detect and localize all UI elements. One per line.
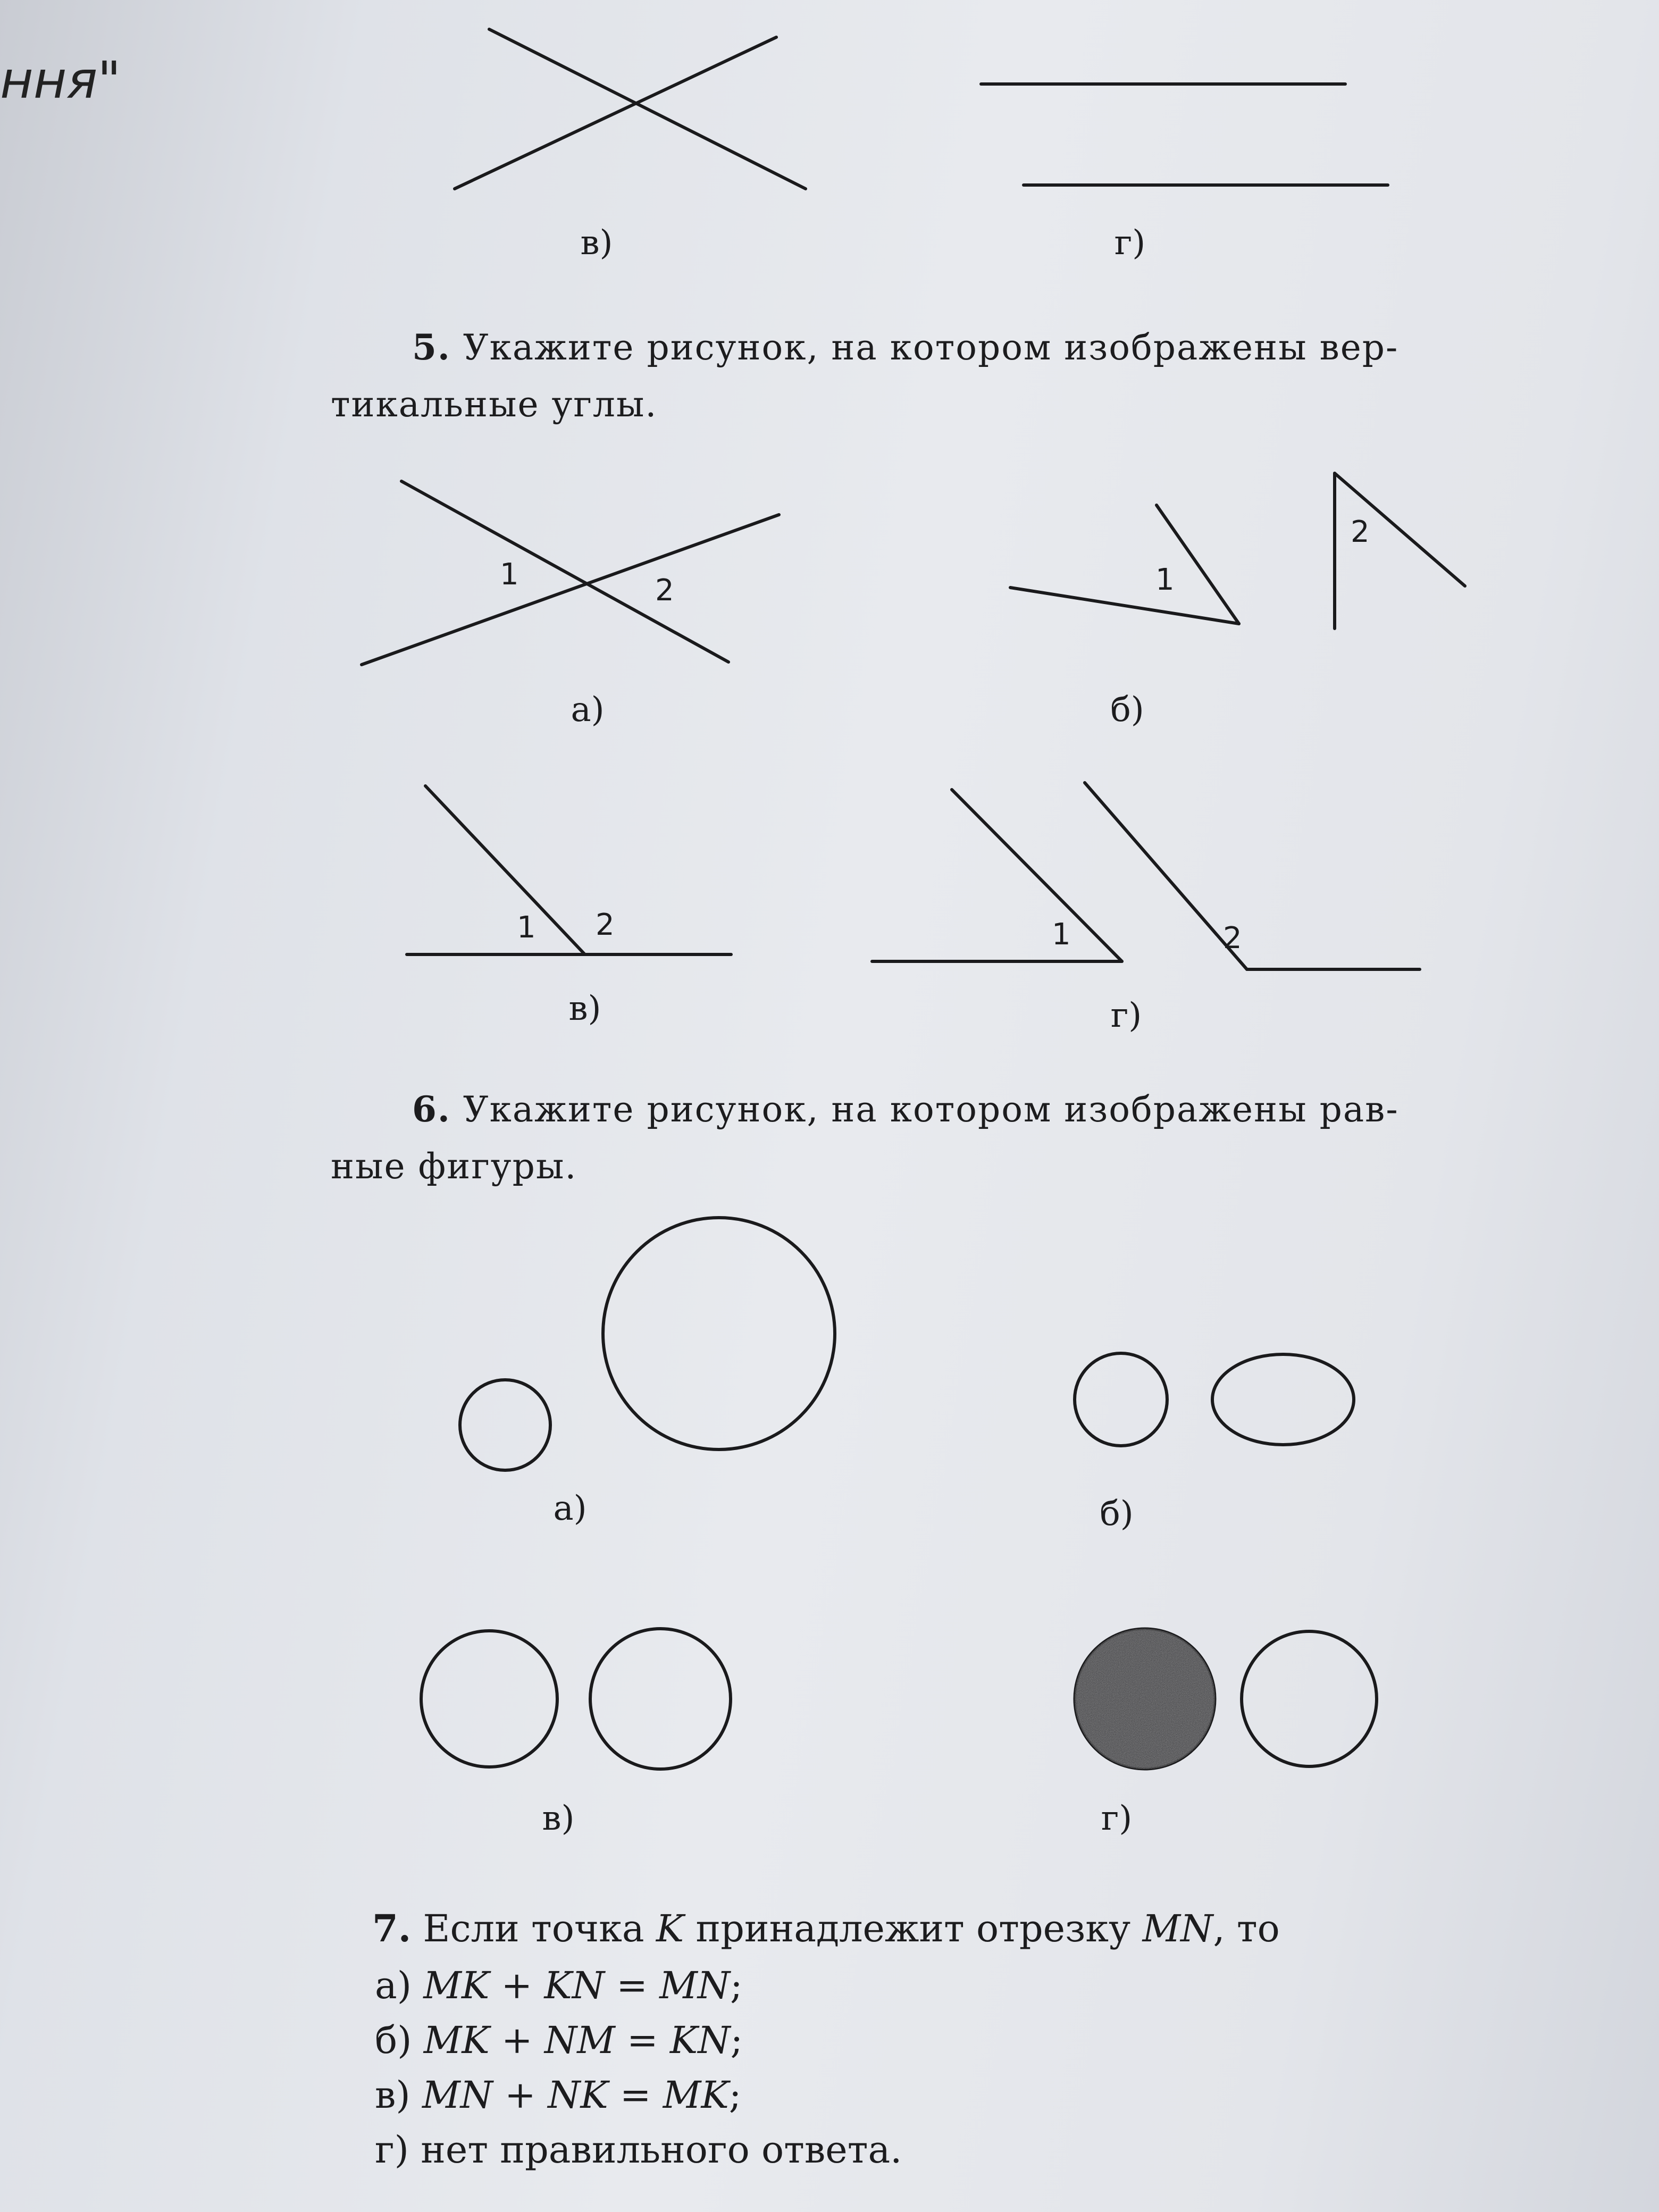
q7-option-v-label: в) (375, 2073, 422, 2117)
q5-text-line1 (412, 320, 1398, 375)
q5-b-angle-1: 1 (1155, 563, 1175, 597)
q7-option-b-expr: MK + NM = KN (423, 2018, 731, 2062)
q5-a-angle-1: 1 (500, 557, 519, 592)
q5-g-angle-2: 2 (1223, 921, 1242, 956)
q5-a-angle-2: 2 (655, 573, 674, 608)
q5-number: 5. (412, 326, 451, 368)
q6-label-a: а) (553, 1489, 587, 1528)
q7-option-b-label: б) (375, 2018, 424, 2062)
q6-figure-v-equal-circles (421, 1629, 731, 1769)
q7-option-g-text: нет правильного ответа. (421, 2128, 902, 2172)
q6-prompt-part1: Укажите рисунок, на котором изображены рав- (463, 1089, 1399, 1130)
q7-stem (372, 1906, 1280, 1950)
handwritten-note: ння" (0, 51, 121, 110)
q5-label-a: а) (571, 690, 605, 730)
q6-text-line1 (412, 1082, 1399, 1137)
q5-label-b: б) (1110, 690, 1144, 730)
q6-number: 6. (412, 1088, 451, 1130)
q5-label-v: в) (568, 989, 601, 1028)
q7-stem-post: , то (1213, 1907, 1280, 1950)
q5-label-g: г) (1110, 996, 1142, 1035)
q7-stem-pre: Если точка (423, 1907, 656, 1950)
q7-option-g (375, 2128, 902, 2172)
q7-option-b (375, 2018, 743, 2062)
q5-b-angle-2: 2 (1351, 515, 1370, 549)
top-figure-crossing-lines (455, 29, 806, 189)
top-label-v: в) (580, 223, 613, 263)
q5-v-angle-1: 1 (517, 910, 536, 945)
q5-figure-g-separate-angles (872, 783, 1420, 969)
q6-label-b: б) (1100, 1494, 1134, 1534)
q6-label-v: в) (542, 1799, 575, 1838)
q7-stem-mid: принадлежит отрезку (684, 1907, 1143, 1950)
q5-figure-a-vertical-angles (362, 481, 779, 665)
q7-option-v-end: ; (728, 2073, 742, 2117)
q7-option-b-end: ; (730, 2018, 743, 2062)
q5-figure-v-adjacent-angles (407, 786, 731, 954)
q7-option-a-end: ; (730, 1964, 743, 2007)
q7-option-a-label: а) (375, 1964, 424, 2007)
q5-figure-b-two-angles (1010, 473, 1465, 629)
q5-prompt-part1: Укажите рисунок, на котором изображены вер- (463, 327, 1399, 368)
q6-figure-a-different-circles (460, 1218, 835, 1470)
q5-v-angle-2: 2 (596, 908, 615, 942)
q5-text-line2: тикальные углы. (331, 384, 658, 425)
q6-figure-b-circle-and-ellipse (1075, 1353, 1354, 1446)
top-label-g: г) (1114, 223, 1146, 263)
q7-option-g-label: г) (375, 2128, 421, 2172)
q7-segment-mn: MN (1142, 1907, 1213, 1950)
q7-option-a (375, 1964, 743, 2007)
q5-g-angle-1: 1 (1052, 917, 1071, 952)
q7-option-v (375, 2073, 741, 2117)
q6-label-g: г) (1101, 1799, 1133, 1838)
q7-number: 7. (372, 1906, 412, 1950)
q7-option-v-expr: MN + NK = MK (422, 2073, 729, 2117)
top-figure-parallel-lines (981, 84, 1388, 185)
q7-option-a-expr: MK + KN = MN (423, 1964, 731, 2007)
q7-point-k: K (656, 1907, 684, 1950)
q6-text-line2: ные фигуры. (331, 1146, 577, 1187)
q6-figure-g-filled-and-outline-circle (1075, 1629, 1377, 1769)
